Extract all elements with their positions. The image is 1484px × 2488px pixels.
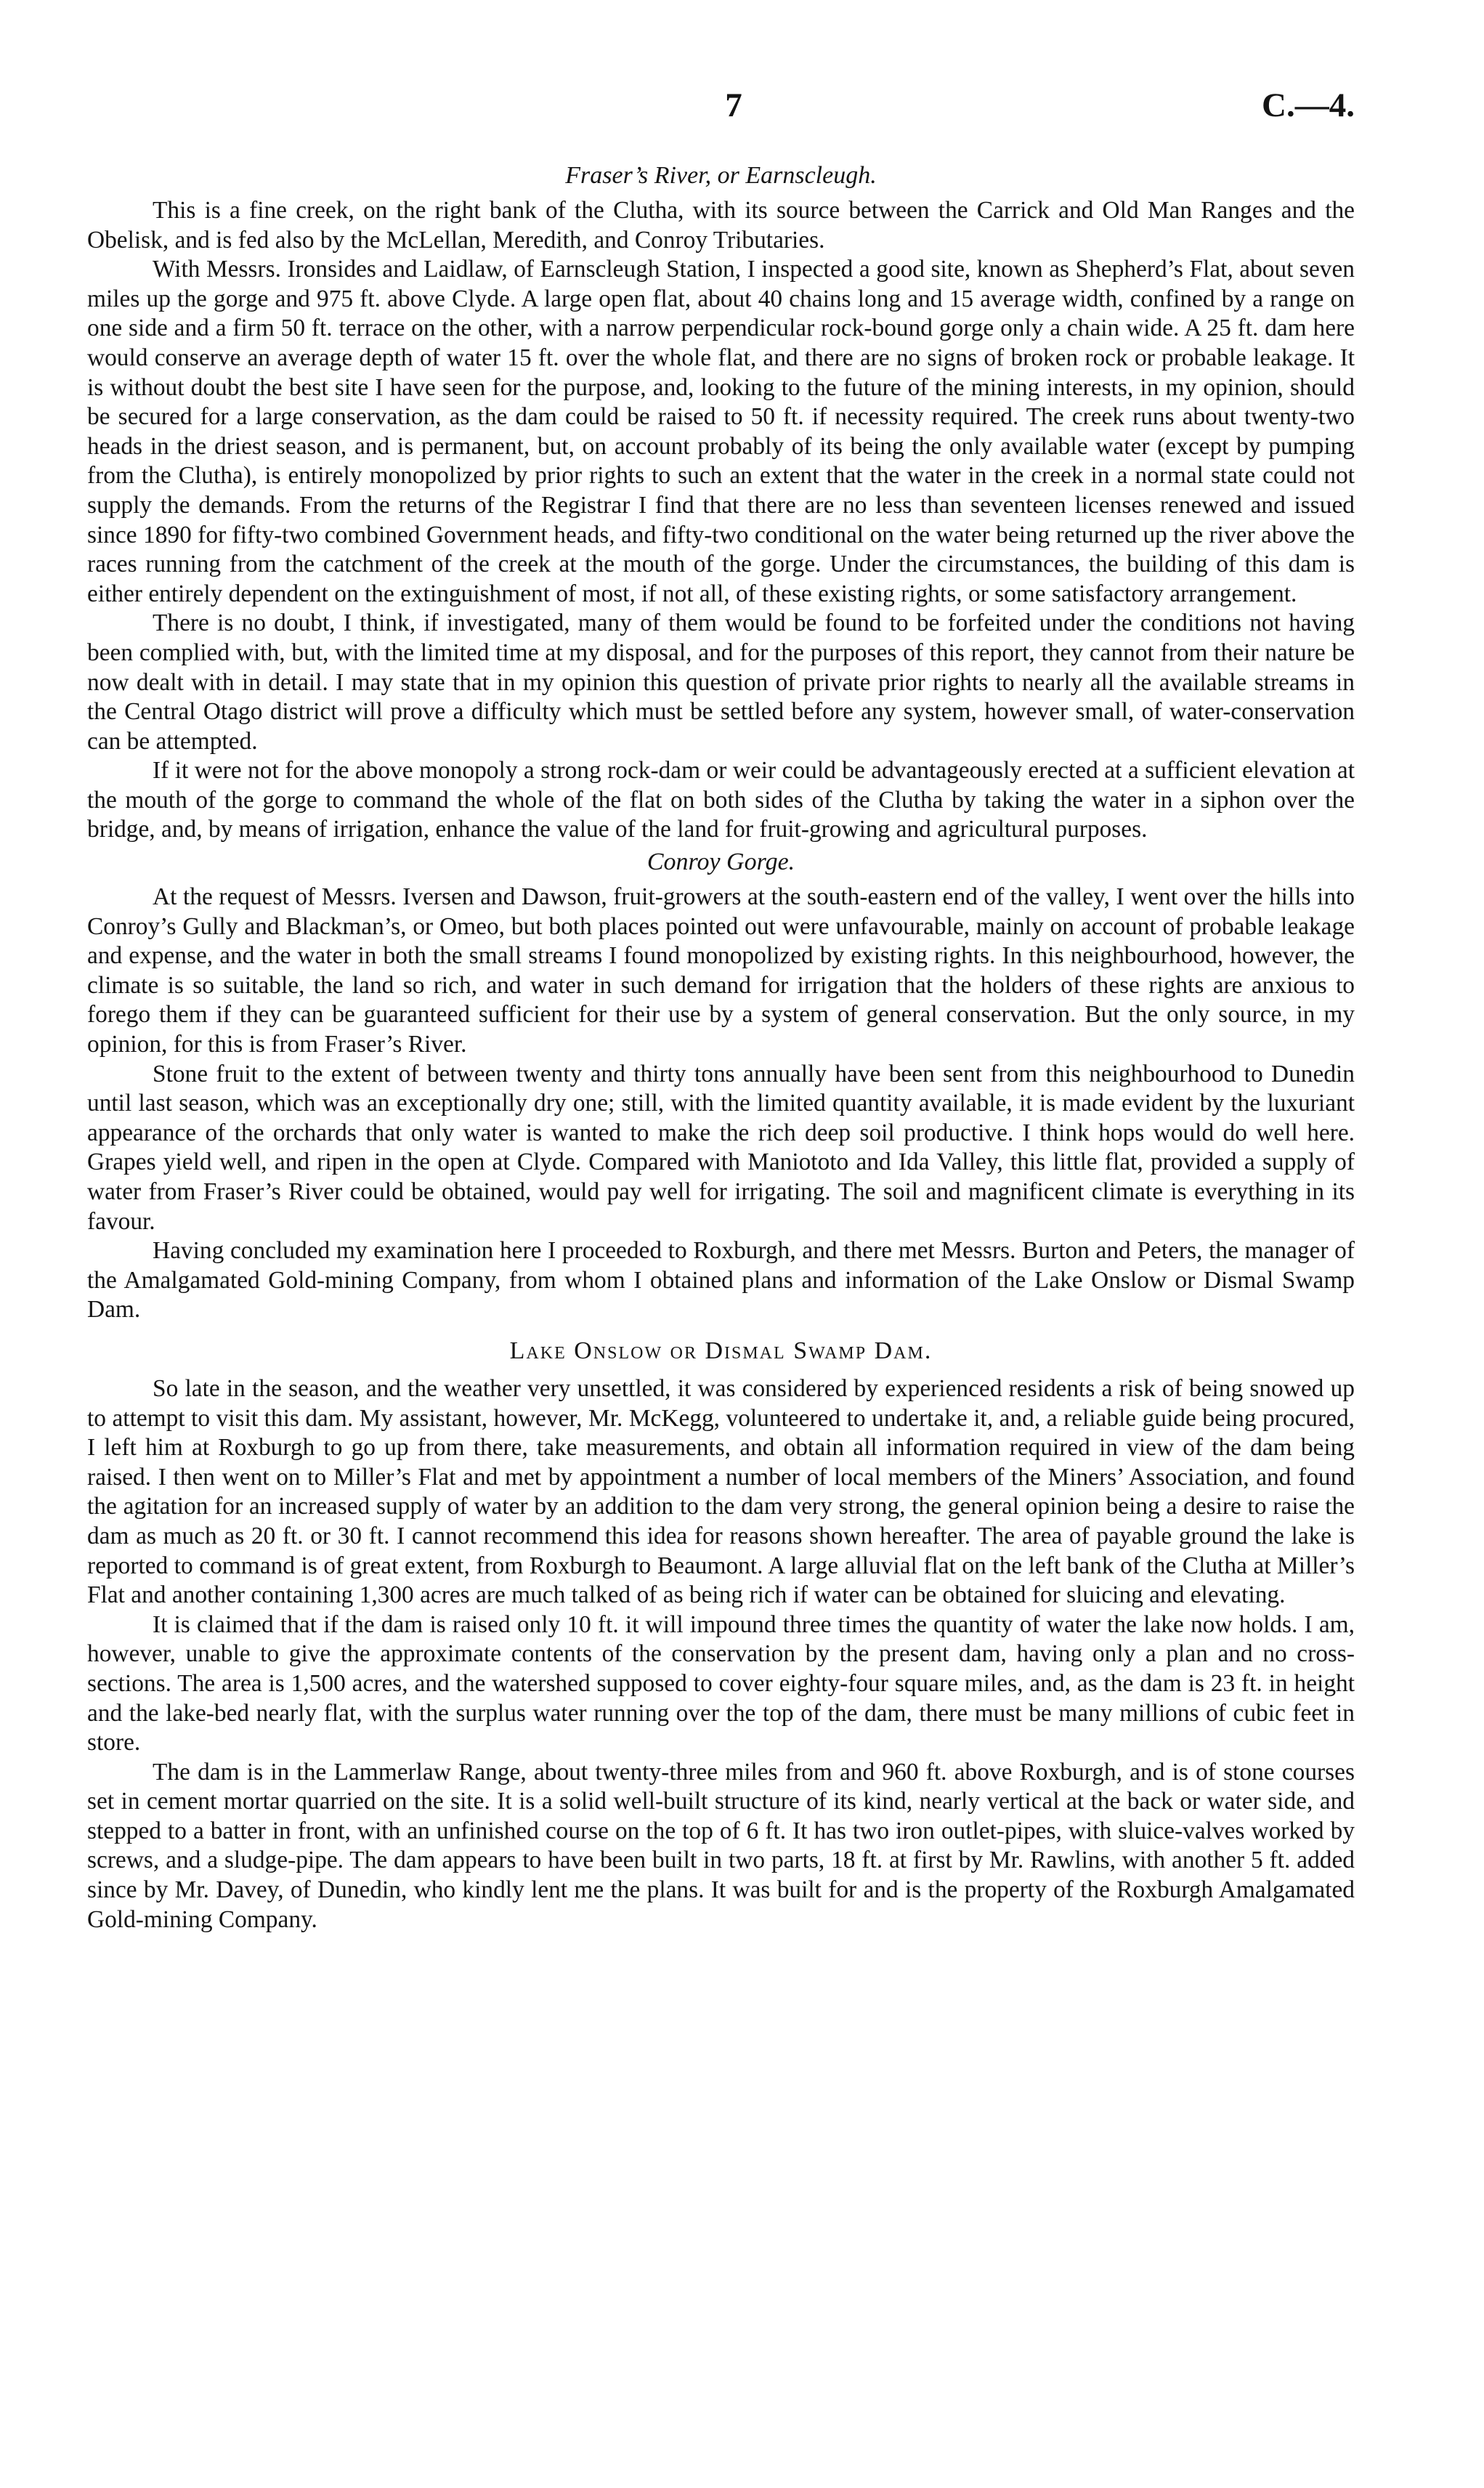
section-heading: Fraser’s River, or Earnscleugh. (565, 162, 877, 189)
section-conroy-gorge (87, 846, 1355, 1325)
paragraph: Having concluded my examination here I proceeded to Roxburgh, and there met Messrs. Burton and Peters, the manager of the Amalgamated Gold-mining Company, from whom I obtained plans and information of the Lake Onslow or Dismal Swamp Dam. (87, 1237, 1355, 1324)
paragraph: With Messrs. Ironsides and Laidlaw, of Earnscleugh Station, I inspected a good site, known as Shepherd’s Flat, about seven miles up the gorge and 975 ft. above Clyde. A large open flat, about 40 chains long and 15 average width, confined by a range on one side and a firm 50 ft. terrace on the other, with a narrow perpendicular rock-bound gorge only a chain wide. A 25 ft. dam here would conserve an average depth of water 15 ft. over the whole flat, and there are no signs of broken rock or probable leakage. It is without doubt the best site I have seen for the purpose, and, looking to the future of the mining interests, in my opinion, should be secured for a large conservation, as the dam could be raised to 50 ft. if necessity required. The creek runs about twenty-two heads in the driest season, and is permanent, but, on account probably of its being the only available water (except by pumping from the Clutha), is entirely monopolized by prior rights to such an extent that the water in the creek in a normal state could not supply the demands. From the returns of the Registrar I find that there are no less than seventeen licenses renewed and issued since 1890 for fifty-two combined Government heads, and fifty-two conditional on the water being returned up the river above the races running from the catchment of the creek at the mouth of the gorge. Under the circumstances, the building of this dam is either entirely dependent on the extinguishment of most, if not all, of these existing rights, or some satisfactory arrangement. (87, 256, 1355, 607)
paragraph: It is claimed that if the dam is raised only 10 ft. it will impound three times the quantity of water the lake now holds. I am, however, unable to give the approximate contents of the conservation by the present dam, having only a plan and no cross-sections. The area is 1,500 acres, and the watershed supposed to cover eighty-four square miles, and, as the dam is 23 ft. in height and the lake-bed nearly flat, with the surplus water running over the top of the dam, there must be many millions of cubic feet in store. (87, 1610, 1355, 1756)
paragraph: The dam is in the Lammerlaw Range, about twenty-three miles from and 960 ft. above Roxburgh, and is of stone courses set in cement mortar quarried on the site. It is a solid well-built structure of its kind, nearly vertical at the back or water side, and stepped to a batter in front, with an unfinished course on the top of 6 ft. It has two iron outlet-pipes, with sluice-valves worked by screws, and a sludge-pipe. The dam appears to have been built in two parts, 18 ft. at first by Mr. Rawlins, with another 5 ft. added since by Mr. Davey, of Dunedin, who kindly lent me the plans. It was built for and is the property of the Roxburgh Amalgamated Gold-mining Company. (87, 1758, 1355, 1933)
page-number: 7 (725, 86, 742, 124)
section-heading: Lake Onslow or Dismal Swamp Dam. (509, 1337, 933, 1364)
document-page (87, 0, 1355, 2488)
paragraph: So late in the season, and the weather very unsettled, it was considered by experienced residents a risk of being snowed up to attempt to visit this dam. My assistant, however, Mr. McKegg, volunteered to undertake it, and, a reliable guide being procured, I left him at Roxburgh to go up from there, take measurements, and obtain all information required in view of the dam being raised. I then went on to Miller’s Flat and met by appointment a number of local members of the Miners’ Association, and found the agitation for an increased supply of water by an addition to the dam very strong, the general opinion being a desire to raise the dam as much as 20 ft. or 30 ft. I cannot recommend this idea for reasons shown hereafter. The area of payable ground the lake is reported to command is of great extent, from Roxburgh to Beaumont. A large alluvial flat on the left bank of the Clutha at Miller’s Flat and another containing 1,300 acres are much talked of as being rich if water can be obtained for sluicing and elevating. (87, 1374, 1355, 1609)
section-heading: Conroy Gorge. (646, 848, 795, 876)
section-lake-onslow (87, 1335, 1355, 1934)
paragraph: Stone fruit to the extent of between twenty and thirty tons annually have been sent from this neighbourhood to Dunedin until last season, which was an exceptionally dry one; still, with the limited quantity available, it is made evident by the luxuriant appearance of the orchards that only water is wanted to make the rich deep soil productive. I think hops would do well here. Grapes yield well, and ripen in the open at Clyde. Compared with Maniototo and Ida Valley, this little flat, provided a supply of water from Fraser’s River could be obtained, would pay well for irrigating. The soil and magnificent climate is everything in its favour. (87, 1060, 1355, 1235)
paragraph: This is a fine creek, on the right bank of the Clutha, with its source between the Carrick and Old Man Ranges and the Obelisk, and is fed also by the McLellan, Meredith, and Conroy Tributaries. (87, 197, 1355, 254)
section-frasers-river (87, 160, 1355, 845)
paragraph: There is no doubt, I think, if investigated, many of them would be found to be forfeited under the conditions not having been complied with, but, with the limited time at my disposal, and for the purposes of this report, they cannot from their nature be now dealt with in detail. I may state that in my opinion this question of private prior rights to nearly all the available streams in the Central Otago district will prove a difficulty which must be settled before any system, however small, of water-conservation can be attempted. (87, 609, 1355, 755)
paragraph: If it were not for the above monopoly a strong rock-dam or weir could be advantageously erected at a sufficient elevation at the mouth of the gorge to command the whole of the flat on both sides of the Clutha by taking the water in a siphon over the bridge, and, by means of irrigation, enhance the value of the land for fruit-growing and agricultural purposes. (87, 757, 1355, 843)
document-body (87, 158, 1355, 1934)
document-reference: C.—4. (1262, 86, 1355, 124)
paragraph: At the request of Messrs. Iversen and Dawson, fruit-growers at the south-eastern end of the valley, I went over the hills into Conroy’s Gully and Blackman’s, or Omeo, but both places pointed out were unfavourable, mainly on account of probable leakage and expense, and the water in both the small streams I found monopolized by existing rights. In this neighbourhood, however, the climate is so suitable, the land so rich, and water in such demand for irrigation that the holders of these rights are anxious to forego them if they can be guaranteed sufficient for their use by a system of general conservation. But the only source, in my opinion, for this is from Fraser’s River. (87, 883, 1355, 1058)
